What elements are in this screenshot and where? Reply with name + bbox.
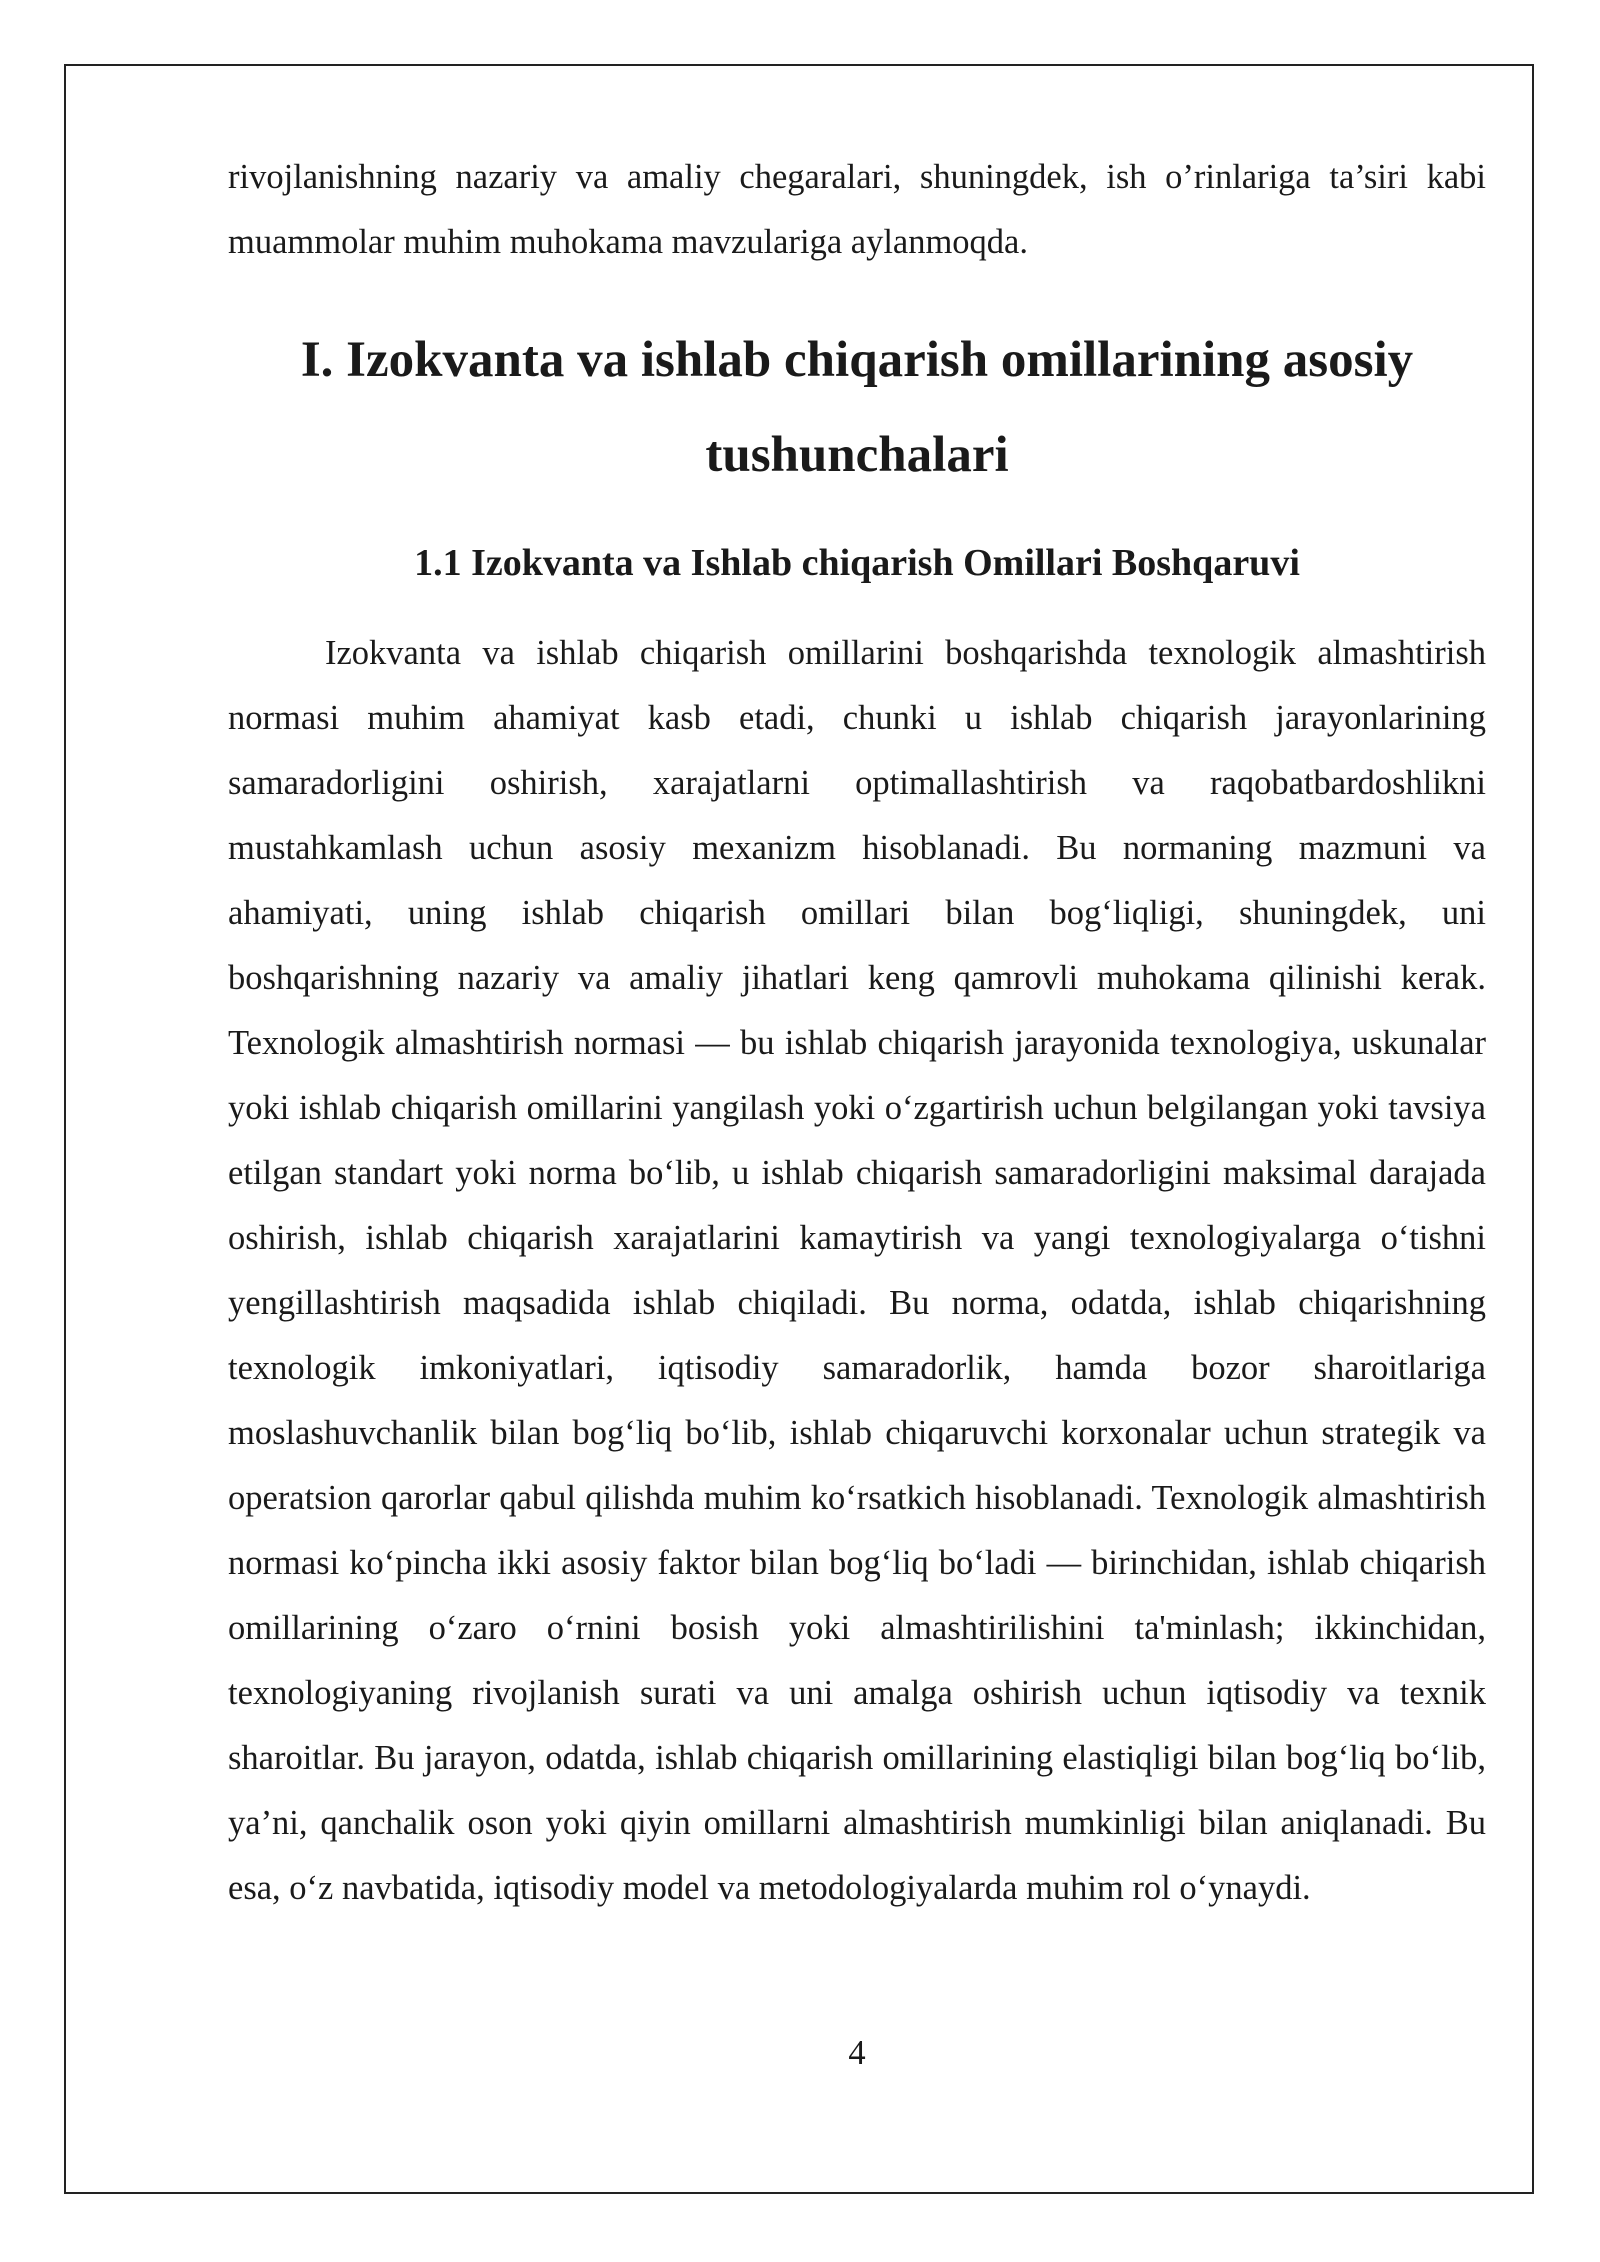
section-title: 1.1 Izokvanta va Ishlab chiqarish Omillari Boshqaruvi	[414, 542, 1300, 584]
page-number: 4	[848, 2034, 866, 2072]
intro-paragraph: rivojlanishning nazariy va amaliy chegaralari, shuningdek, ish o’rinlariga ta’siri kabi muammolar muhim muhokama mavzulariga aylanmoqda.	[228, 158, 1486, 261]
page-content	[228, 145, 1486, 1921]
chapter-title: I. Izokvanta va ishlab chiqarish omillarining asosiy tushunchalari	[300, 332, 1414, 483]
body-paragraph: Izokvanta va ishlab chiqarish omillarini boshqarishda texnologik almashtirish normasi muhim ahamiyat kasb etadi, chunki u ishlab chiqarish jarayonlarining samaradorligini oshirish, xarajatlarni optimallashtirish va raqobatbardoshlikni mustahkamlash uchun asosiy mexanizm hisoblanadi. Bu normaning mazmuni va ahamiyati, uning ishlab chiqarish omillari bilan bog‘liqligi, shuningdek, uni boshqarishning nazariy va amaliy jihatlari keng qamrovli muhokama qilinishi kerak. Texnologik almashtirish normasi — bu ishlab chiqarish jarayonida texnologiya, uskunalar yoki ishlab chiqarish omillarini yangilash yoki o‘zgartirish uchun belgilangan yoki tavsiya etilgan standart yoki norma bo‘lib, u ishlab chiqarish samaradorligini maksimal darajada oshirish, ishlab chiqarish xarajatlarini kamaytirish va yangi texnologiyalarga o‘tishni yengillashtirish maqsadida ishlab chiqiladi. Bu norma, odatda, ishlab chiqarishning texnologik imkoniyatlari, iqtisodiy samaradorlik, hamda bozor sharoitlariga moslashuvchanlik bilan bog‘liq bo‘lib, ishlab chiqaruvchi korxonalar uchun strategik va operatsion qarorlar qabul qilishda muhim ko‘rsatkich hisoblanadi. Texnologik almashtirish normasi ko‘pincha ikki asosiy faktor bilan bog‘liq bo‘ladi — birinchidan, ishlab chiqarish omillarining o‘zaro o‘rnini bosish yoki almashtirilishini ta'minlash; ikkinchidan, texnologiyaning rivojlanish surati va uni amalga oshirish uchun iqtisodiy va texnik sharoitlar. Bu jarayon, odatda, ishlab chiqarish omillarining elastiqligi bilan bog‘liq bo‘lib, ya’ni, qanchalik oson yoki qiyin omillarni almashtirish mumkinligi bilan aniqlanadi. Bu esa, o‘z navbatida, iqtisodiy model va metodologiyalarda muhim rol o‘ynaydi.	[228, 634, 1486, 1907]
